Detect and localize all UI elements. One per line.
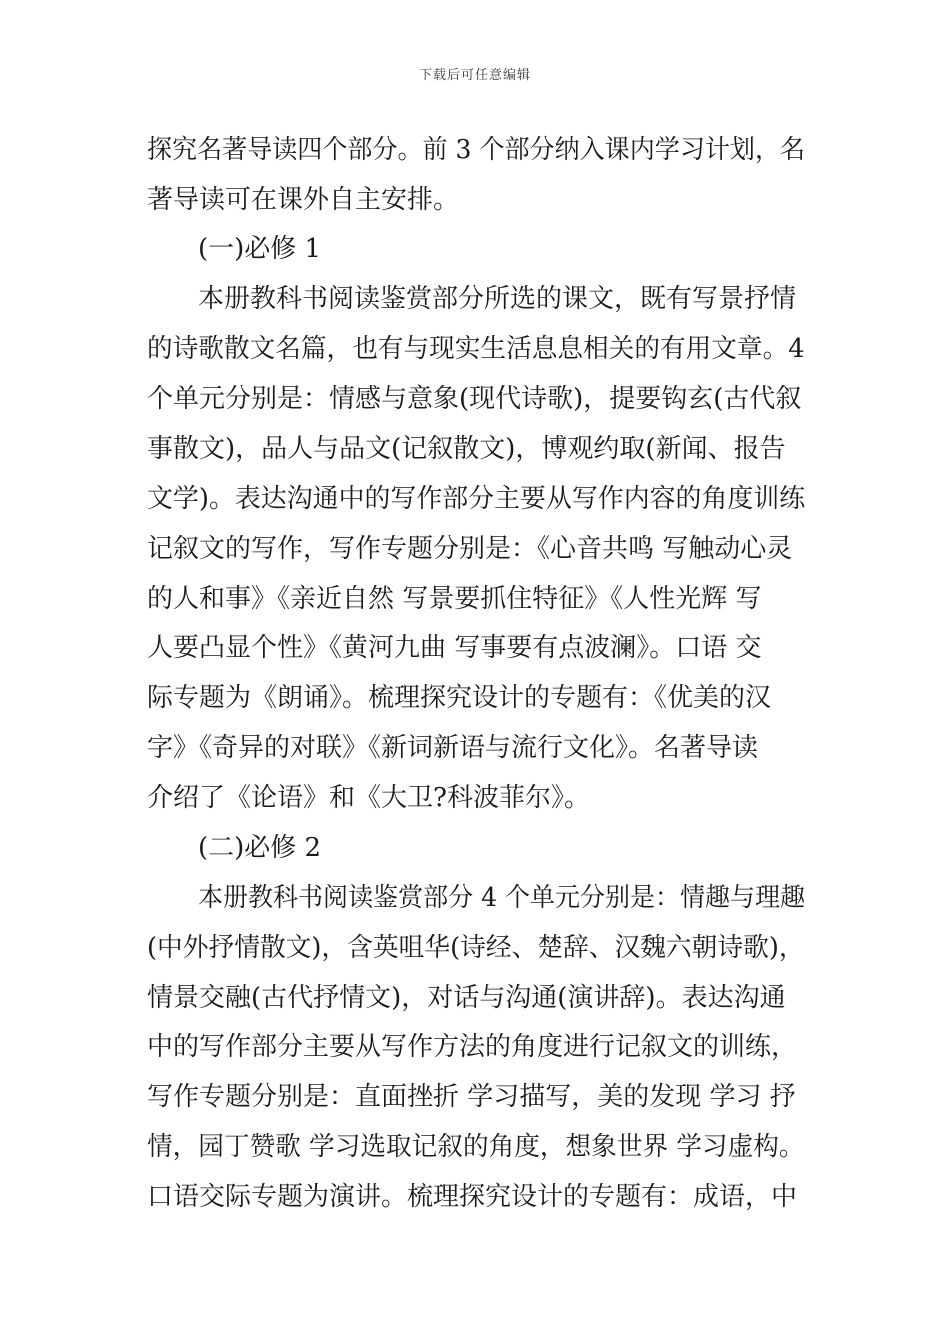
text-line: 情，园丁赞歌 学习选取记叙的角度，想象世界 学习虚构。	[147, 1132, 805, 1162]
page-header: 下载后可任意编辑	[418, 68, 531, 83]
text-line: 著导读可在课外自主安排。	[147, 185, 460, 215]
text-line: 中的写作部分主要从写作方法的角度进行记叙文的训练，	[147, 1032, 798, 1062]
text-line: 际专题为《朗诵》。梳理探究设计的专题有：《优美的汉	[147, 683, 772, 713]
text-line: 本册教科书阅读鉴赏部分所选的课文，既有写景抒情	[198, 284, 797, 314]
text-line: 字》《奇异的对联》《新词新语与流行文化》。名著导读	[147, 733, 759, 763]
text-line: 写作专题分别是：直面挫折 学习描写，美的发现 学习 抒	[147, 1082, 796, 1112]
text-line: 记叙文的写作，写作专题分别是：《心音共鸣 写触动心灵	[147, 534, 793, 564]
section-heading: (一)必修 1	[198, 234, 322, 264]
text-line: 本册教科书阅读鉴赏部分 4 个单元分别是：情趣与理趣	[198, 883, 806, 913]
section-heading: (二)必修 2	[198, 833, 322, 863]
text-line: 探究名著导读四个部分。前 3 个部分纳入课内学习计划，名	[147, 135, 806, 165]
text-line: 的诗歌散文名篇，也有与现实生活息息相关的有用文章。4	[147, 334, 805, 364]
text-line: 文学)。表达沟通中的写作部分主要从写作内容的角度训练	[147, 484, 806, 514]
text-line: 的人和事》《亲近自然 写景要抓住特征》《人性光辉 写	[147, 584, 762, 614]
text-line: 口语交际专题为演讲。梳理探究设计的专题有：成语，中	[147, 1182, 798, 1212]
text-line: 事散文)，品人与品文(记叙散文)，博观约取(新闻、报告	[147, 434, 786, 464]
text-line: 个单元分别是：情感与意象(现代诗歌)，提要钩玄(古代叙	[147, 384, 802, 414]
text-line: 人要凸显个性》《黄河九曲 写事要有点波澜》。口语 交	[147, 633, 762, 663]
text-line: 情景交融(古代抒情文)，对话与沟通(演讲辞)。表达沟通	[147, 983, 786, 1013]
text-line: 介绍了《论语》和《大卫?科波菲尔》。	[147, 783, 590, 813]
text-line: (中外抒情散文)，含英咀华(诗经、楚辞、汉魏六朝诗歌)，	[147, 933, 805, 963]
